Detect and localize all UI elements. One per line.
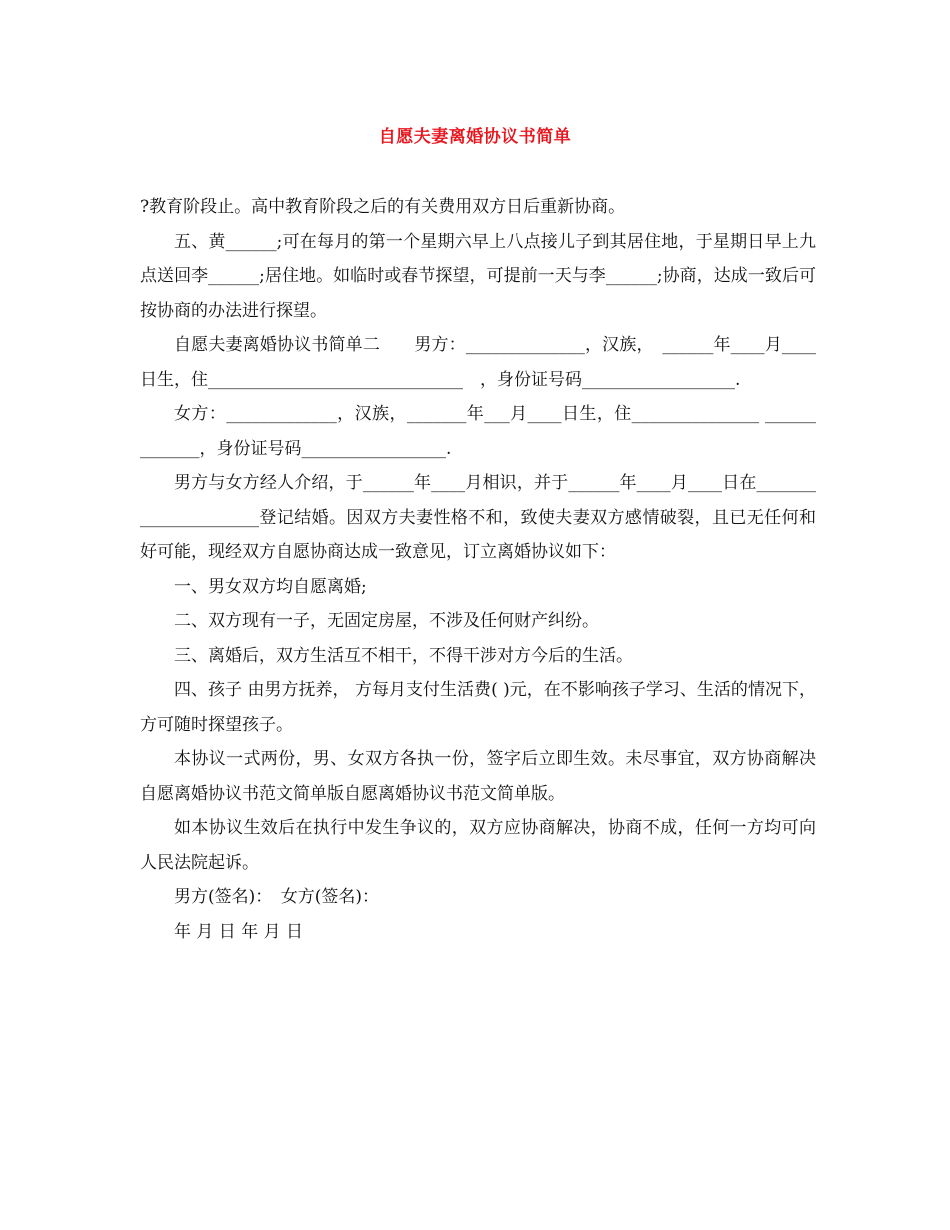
document-title: 自愿夫妻离婚协议书简单 — [378, 127, 572, 147]
date-line: 年 月 日 年 月 日 — [174, 921, 304, 942]
clause-one: 一、男女双方均自愿离婚; — [174, 576, 367, 597]
paragraph-female-party-info: 女方：_____________，汉族，_______年___月____日生，住_______________ _____________，身份证号码_________________. — [140, 404, 816, 459]
paragraph-male-party-info: 自愿夫妻离婚协议书简单二 男方：______________，汉族， ______年____月____日生，住______________________________ ，身份证号码__________________. — [140, 335, 816, 390]
clause-four: 四、孩子 由男方抚养， 方每月支付生活费( )元，在不影响孩子学习、生活的情况下， 方可随时探望孩子。 — [140, 680, 816, 735]
clause-three: 三、离婚后，双方生活互不相干，不得干涉对方今后的生活。 — [174, 645, 633, 666]
paragraph-visitation: 五、黄______;可在每月的第一个星期六早上八点接儿子到其居住地，于星期日早上九点送回李______;居住地。如临时或春节探望，可提前一天与李______;协商，达成一致后可按协商的办法进行探望。 — [140, 231, 816, 321]
signature-line: 男方(签名)： 女方(签名)： — [174, 887, 380, 907]
paragraph-education-cost: ?教育阶段止。高中教育阶段之后的有关费用双方日后重新协商。 — [140, 197, 626, 217]
paragraph-marriage-background: 男方与女方经人介绍，于______年____月相识，并于______年____月____日在_____________________登记结婚。因双方夫妻性格不和，致使夫妻双方感情破裂，且已无任何和好可能，现经双方自愿协商达成一致意见，订立离婚协议如下： — [140, 473, 816, 562]
clause-two: 二、双方现有一子，无固定房屋，不涉及任何财产纠纷。 — [174, 611, 599, 631]
document-body — [140, 190, 816, 949]
paragraph-copies: 本协议一式两份，男、女双方各执一份，签字后立即生效。未尽事宜，双方协商解决自愿离婚协议书范文简单版自愿离婚协议书范文简单版。 — [140, 749, 816, 804]
paragraph-dispute: 如本协议生效后在执行中发生争议的，双方应协商解决，协商不成，任何一方均可向人民法院起诉。 — [140, 818, 816, 873]
